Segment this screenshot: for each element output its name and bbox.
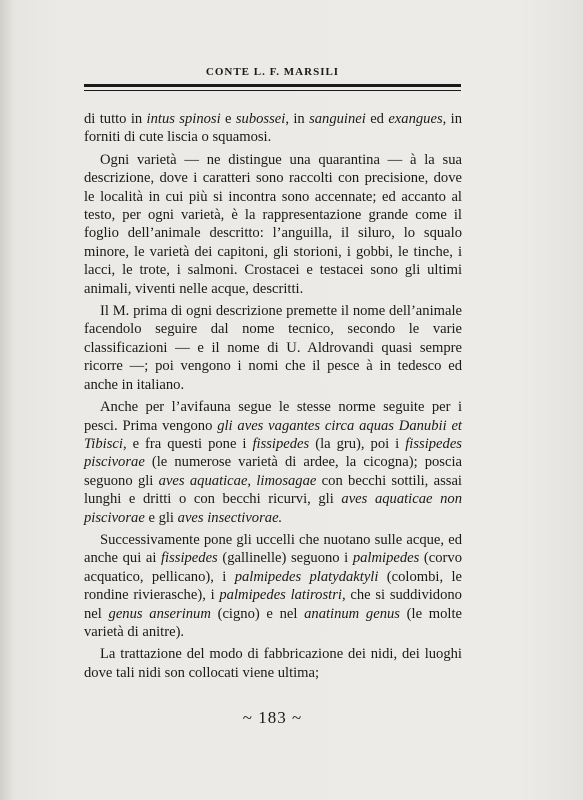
text-run: (gallinelle) seguono i (217, 550, 353, 567)
italic-run: exangues (388, 111, 443, 127)
italic-run: sanguinei (309, 111, 366, 127)
paragraph-6 (84, 645, 462, 682)
italic-run: fissipedes piscivorae (84, 435, 462, 471)
italic-run: palmipedes (352, 550, 420, 567)
text-run: , in (285, 111, 310, 127)
paragraph-4 (84, 398, 462, 527)
text-run: , e fra questi pone i (122, 435, 253, 452)
italic-run: aves aquaticae, limosagae (158, 472, 317, 489)
text-run: (cigno) e nel (210, 605, 305, 622)
page-body-text (84, 110, 462, 686)
text-run: e gli (144, 509, 178, 526)
text-run: (la gru), poi i (309, 435, 406, 452)
text-run: (le molte varietà di anitre). (84, 605, 462, 640)
text-run: Anche per l’avifauna segue le stesse norme seguite per i pesci. Prima vengono (84, 399, 462, 434)
running-head: CONTE L. F. MARSILI (205, 66, 340, 78)
text-run: che si suddividono nel (84, 587, 462, 622)
italic-run: palmipedes latirostri, (219, 587, 346, 604)
text-run: (le numerose varietà di ardee, la cicogna); poscia seguono gli (84, 454, 462, 489)
paragraph-3 (84, 302, 462, 394)
italic-run: subossei (235, 111, 286, 127)
italic-run: genus anserinum (108, 605, 211, 622)
italic-run: gli aves vagantes circa aquas Danubii et Tibisci (84, 417, 462, 452)
italic-run: fissipedes (160, 550, 218, 567)
italic-run: aves insectivorae. (177, 509, 283, 526)
italic-run: aves aquaticae non piscivorae (84, 491, 462, 526)
text-run: con becchi sottili, assai lunghi e dritti o con becchi ricurvi, gli (84, 472, 462, 508)
italic-run: fissipedes (252, 435, 310, 452)
paragraph-2 (84, 151, 462, 298)
text-run: e (220, 111, 236, 127)
text-run: Successivamente pone gli uccelli che nuotano sulle acque, ed anche qui ai (84, 531, 462, 567)
text-run: Ogni varietà — ne distingue una quarantina — à la sua descrizione, dove i caratteri sono raccolti con precisione, dove le località in cui più si incontra sono accennate; ed accanto al testo, per ogni varietà, è la rappresentazione grande come il foglio dell’animale descritto: l’anguilla, il siluro, lo squalo minore, le varietà dei capitoni, gli storioni, i gobbi, le tinche, i lacci, le trote, i salmoni. Crostacei e testacei sono gli ultimi animali, viventi nelle acque, descritti. (84, 151, 462, 297)
text-run: (corvo acquatico, pellicano), i (84, 550, 462, 585)
italic-run: intus spinosi (146, 111, 221, 127)
text-run: La trattazione del modo di fabbricazione dei nidi, dei luoghi dove tali nidi son collocati viene ultima; (84, 646, 462, 681)
header-rule-thick (84, 84, 461, 87)
paragraph-1 (84, 110, 462, 147)
text-run: (colombi, le rondine rivierasche), i (84, 568, 463, 604)
italic-run: palmipedes platydaktyli (234, 568, 379, 585)
text-run: di tutto in (84, 111, 147, 127)
text-run: , in forniti di cute liscia o squamosi. (84, 111, 463, 146)
paragraph-5 (84, 531, 462, 641)
text-run: Il M. prima di ogni descrizione premette il nome dell’animale facendolo seguire dal nome tecnico, secondo le varie classificazioni — e il nome di U. Aldrovandi quasi sempre ricorre —; poi vengono i nomi che il pesce à in tedesco ed anche in italiano. (84, 303, 462, 393)
page-number: ~ 183 ~ (242, 708, 303, 727)
text-run: ed (365, 111, 389, 127)
italic-run: anatinum genus (304, 605, 400, 622)
header-rule-thin (84, 90, 461, 91)
